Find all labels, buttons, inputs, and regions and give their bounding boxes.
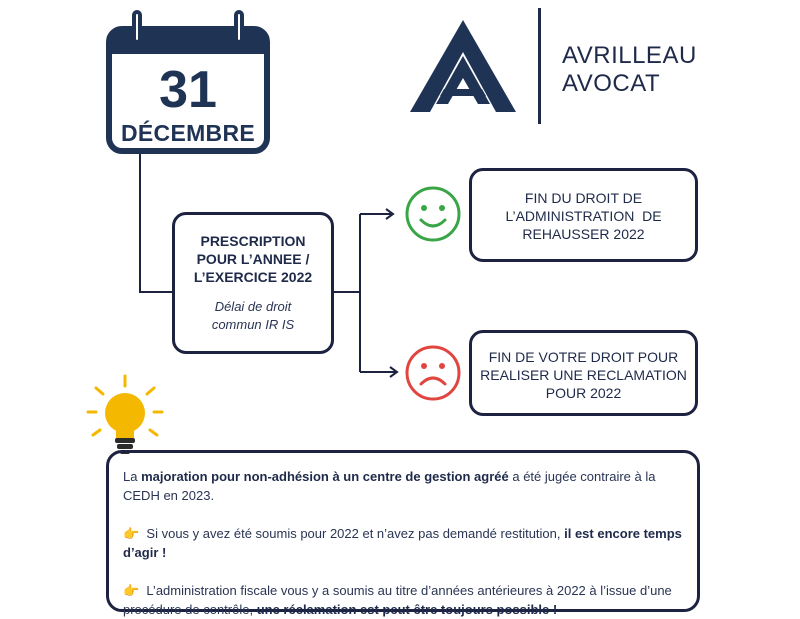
prescription-subtitle-line-1: Délai de droit bbox=[214, 299, 292, 314]
logo-text bbox=[562, 42, 697, 98]
prescription-title-line-1: PRESCRIPTION bbox=[200, 233, 306, 249]
info-p2-text: Si vous y avez été soumis pour 2022 et n’avez pas demandé restitution, bbox=[146, 526, 565, 541]
info-paragraph-2 bbox=[123, 524, 683, 562]
pointing-hand-icon: 👉 bbox=[123, 583, 140, 598]
info-paragraph-1 bbox=[123, 467, 683, 505]
prescription-subtitle bbox=[175, 298, 331, 334]
logo-line-1: AVRILLEAU bbox=[562, 42, 697, 69]
logo-divider bbox=[538, 8, 541, 124]
lightbulb-icon bbox=[88, 376, 162, 454]
outcome-negative-line-3: POUR 2022 bbox=[545, 385, 622, 401]
calendar-ring-left bbox=[132, 10, 142, 44]
calendar-month: DÉCEMBRE bbox=[120, 120, 256, 146]
info-paragraph-3 bbox=[123, 581, 683, 619]
outcome-positive-box bbox=[469, 168, 698, 262]
calendar-connector bbox=[140, 154, 172, 292]
info-p3-text: L’administration fiscale vous y a soumis au titre d’années antérieures à 2022 à l’issue d’une procédure de contrôle, bbox=[123, 583, 672, 617]
outcome-negative-line-1: FIN DE VOTRE DROIT POUR bbox=[488, 349, 679, 365]
info-p1-bold: majoration pour non-adhésion à un centre de gestion agréé bbox=[141, 469, 509, 484]
smiley-happy-icon bbox=[407, 188, 459, 240]
info-box bbox=[106, 450, 700, 617]
outcome-negative-line-2: REALISER UNE RECLAMATION bbox=[480, 367, 687, 383]
outcome-negative-box bbox=[469, 330, 698, 416]
outcome-positive-line-3: REHAUSSER 2022 bbox=[522, 226, 645, 242]
info-p1-text-end: a été jugée contraire à la CEDH en 2023. bbox=[123, 469, 656, 503]
info-p1-text: La bbox=[123, 469, 142, 484]
info-p3-bold: une réclamation est peut être toujours possible ! bbox=[256, 602, 558, 617]
prescription-title-line-3: L’EXERCICE 2022 bbox=[193, 269, 313, 285]
logo-mark-icon bbox=[410, 20, 516, 112]
logo-line-2: AVOCAT bbox=[562, 70, 661, 97]
prescription-box bbox=[172, 212, 334, 354]
calendar-icon bbox=[106, 26, 270, 154]
outcome-positive-line-2: L’ADMINISTRATION DE bbox=[505, 208, 662, 224]
info-p2-bold: il est encore temps d’agir ! bbox=[123, 526, 682, 560]
pointing-hand-icon: 👉 bbox=[123, 526, 140, 541]
prescription-subtitle-line-2: commun IR IS bbox=[211, 317, 295, 332]
prescription-title-line-2: POUR L’ANNEE / bbox=[196, 251, 310, 267]
calendar-ring-right bbox=[234, 10, 244, 44]
calendar-day: 31 bbox=[159, 61, 217, 119]
prescription-title bbox=[175, 232, 331, 286]
outcome-positive-line-1: FIN DU DROIT DE bbox=[524, 190, 643, 206]
smiley-sad-icon bbox=[407, 347, 459, 399]
